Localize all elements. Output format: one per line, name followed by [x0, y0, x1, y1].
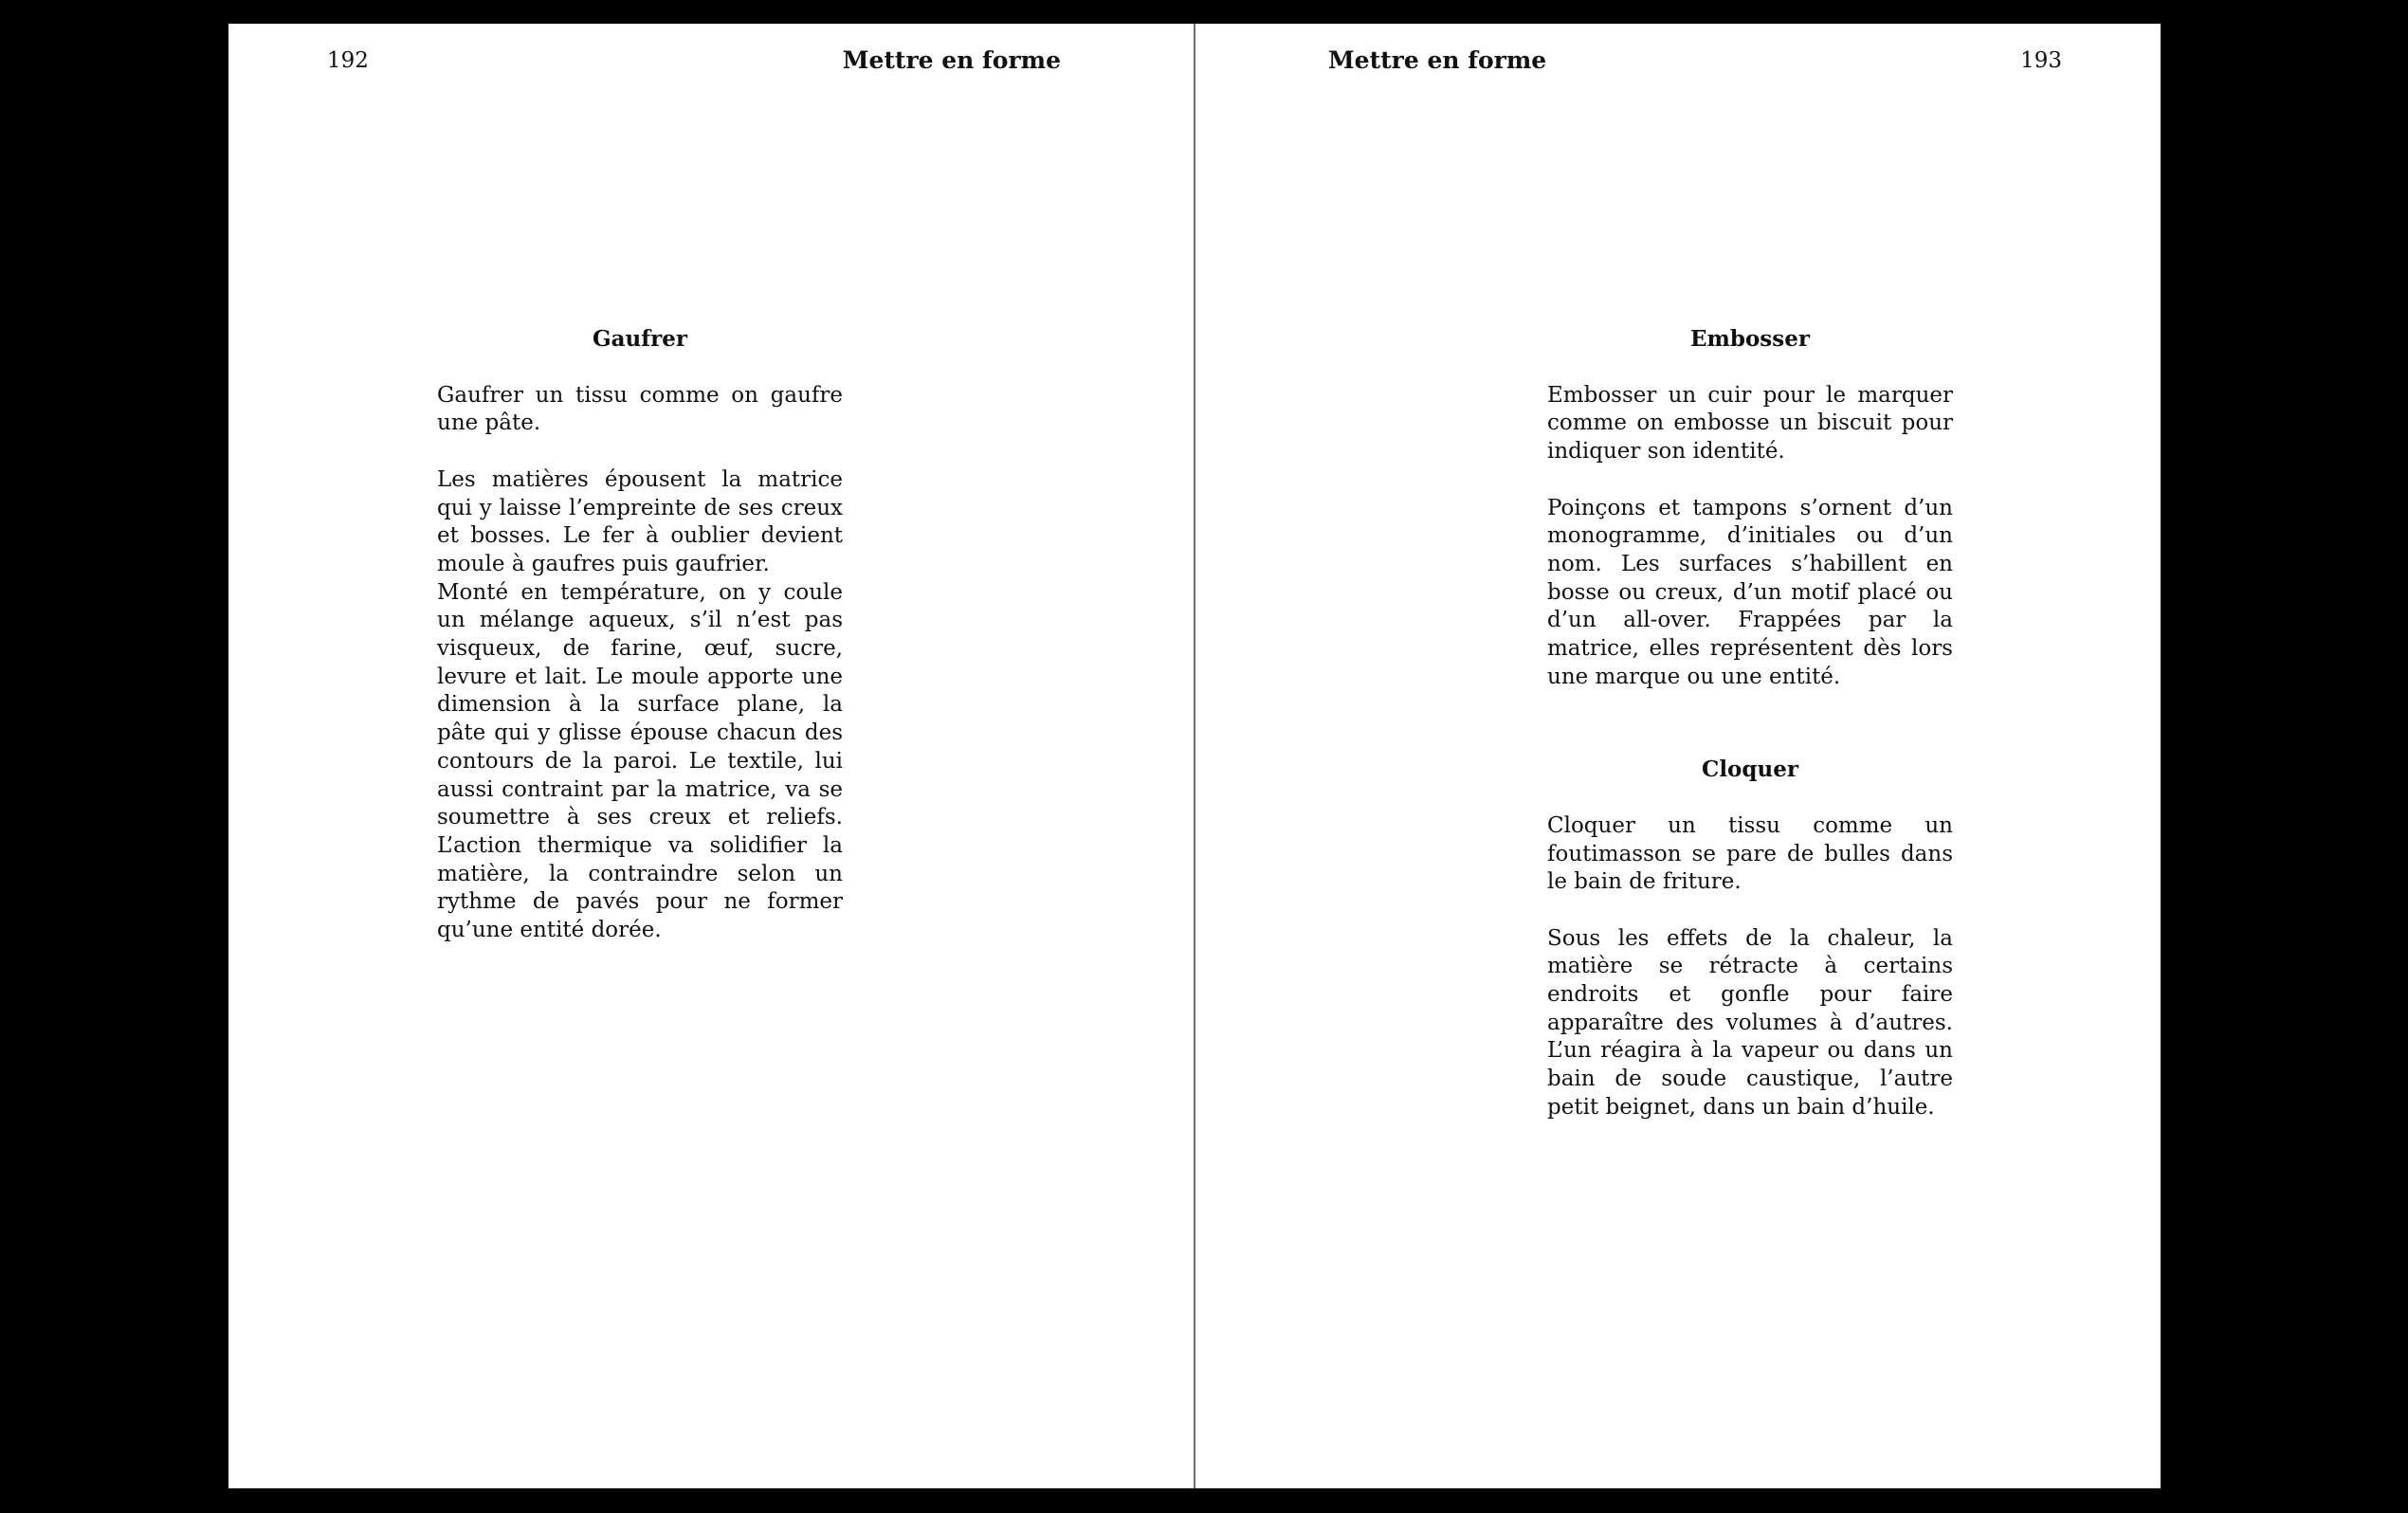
- section-spacer: [1547, 720, 1953, 756]
- text-column-left: [437, 325, 843, 973]
- text-column-right: [1547, 325, 1953, 1150]
- paragraph-with-mark: [1547, 812, 1953, 897]
- right-page: [1195, 24, 2161, 1488]
- paragraph: Sous les effets de la chaleur, la matière se rétracte à certains endroits et gonfle pour faire apparaître des volumes à d’autres. L’un réagira à la vapeur ou dans un bain de soude caustique, l’autre petit beignet, dans un bain d’huile.: [1547, 925, 1953, 1120]
- page-number-left: 192: [327, 48, 369, 73]
- paragraph: Gaufrer un tissu comme on gaufre une pâte.: [437, 382, 843, 436]
- section-title-cloquer: Cloquer: [1702, 756, 1798, 783]
- paragraph: Monté en température, on y coule un mélange aqueux, s’il n’est pas visqueux, de farine, œuf, sucre, levure et lait. Le moule apporte une dimension à la surface plane, la pâte qui y glisse épouse chacun des contours de la paroi. Le textile, lui aussi contraint par la matrice, va se soumettre à ses creux et reliefs. L’action thermique va solidifier la matière, la contraindre selon un rythme de pavés pour ne former qu’une entité dorée.: [437, 579, 843, 943]
- section-title-gaufrer: Gaufrer: [592, 326, 688, 352]
- left-page: [228, 24, 1194, 1488]
- book-spread: [228, 24, 2161, 1488]
- page-number-right: 193: [2020, 48, 2062, 73]
- section-title-embosser: Embosser: [1690, 326, 1810, 352]
- running-head-right: Mettre en forme: [1328, 46, 1547, 74]
- paragraph: Les matières épousent la matrice qui y laisse l’empreinte de ses creux et bosses. Le fer à oublier devient moule à gaufres puis gaufrier.: [437, 466, 843, 576]
- paragraph: Embosser un cuir pour le marquer comme on embosse un biscuit pour indiquer son identité.: [1547, 382, 1953, 465]
- paragraph: Poinçons et tampons s’ornent d’un monogramme, d’initiales ou d’un nom. Les surfaces s’habillent en bosse ou creux, d’un motif placé ou d’un all-over. Frappées par la matrice, elles représentent dès lors une marque ou une entité.: [1547, 495, 1953, 689]
- running-head-left: Mettre en forme: [842, 46, 1061, 74]
- paragraph-text: Cloquer un tissu comme un foutimasson se pare de bulles dans le bain de friture.: [1547, 812, 1953, 895]
